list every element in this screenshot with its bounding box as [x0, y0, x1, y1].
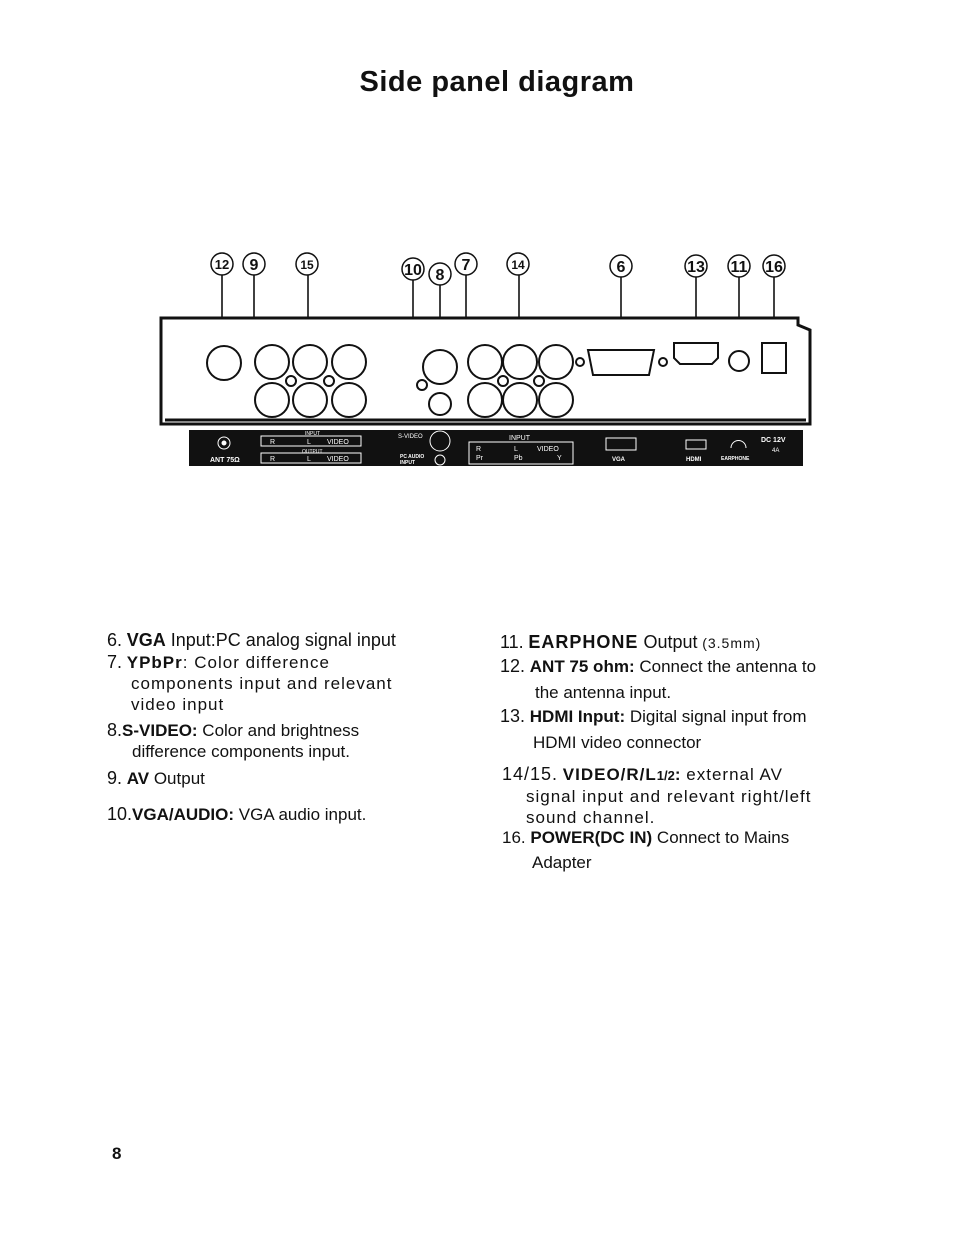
- rca-jack: [332, 345, 366, 379]
- item-11: 11. EARPHONE Output (3.5mm): [500, 632, 762, 652]
- label-pc-audio: PC AUDIO: [400, 454, 425, 460]
- dc-in-jack: [762, 343, 786, 373]
- callout-10: 10: [404, 262, 422, 279]
- label-l2: L: [514, 446, 518, 453]
- label-input-2: INPUT: [509, 435, 530, 442]
- rca-jack: [293, 345, 327, 379]
- callout-7: 7: [461, 257, 471, 274]
- label-r2: R: [476, 446, 482, 453]
- label-pc-input: INPUT: [400, 460, 415, 466]
- right-column: [500, 632, 870, 873]
- label-y: Y: [557, 455, 562, 462]
- label-video2: VIDEO: [537, 446, 559, 453]
- callout-12: 12: [214, 257, 230, 272]
- item-13: 13. HDMI Input: Digital signal input from HDMI video connector: [500, 706, 807, 752]
- label-ant: ANT 75Ω: [210, 457, 240, 464]
- rca-jack: [468, 345, 502, 379]
- callout-6: 6: [616, 259, 626, 276]
- label-svideo: S-VIDEO: [398, 434, 423, 440]
- callout-16: 16: [765, 259, 783, 276]
- rca-jack: [539, 383, 573, 417]
- item-8: 8.S-VIDEO: Color and brightness difference components input.: [107, 720, 360, 761]
- rca-jack: [332, 383, 366, 417]
- earphone-jack: [729, 351, 749, 371]
- label-r: R: [270, 456, 276, 463]
- callout-11: 11: [730, 259, 748, 276]
- vga-port: [588, 350, 654, 375]
- rca-jack: [255, 383, 289, 417]
- item-9: 9. AV Output: [107, 768, 205, 788]
- label-l1: L: [307, 439, 311, 446]
- side-panel-diagram: [0, 240, 954, 480]
- ant-jack: [207, 346, 241, 380]
- page-number: 8: [112, 1144, 122, 1163]
- label-pb: Pb: [514, 455, 523, 462]
- label-output: OUTPUT: [302, 449, 323, 455]
- label-l: L: [307, 456, 311, 463]
- item-12: 12. ANT 75 ohm: Connect the antenna to the antenna input.: [500, 656, 817, 702]
- label-dc: DC 12V: [761, 437, 786, 444]
- label-strip: [189, 430, 803, 466]
- item-16: 16. POWER(DC IN) Connect to Mains Adapter: [502, 828, 790, 872]
- callout-9: 9: [249, 257, 259, 274]
- item-7: 7. YPbPr: Color difference components input and relevant video input: [107, 652, 393, 714]
- page-title: Side panel diagram: [359, 66, 635, 98]
- rca-jack: [539, 345, 573, 379]
- label-amp: 4A: [772, 448, 780, 454]
- label-hdmi: HDMI: [686, 457, 702, 463]
- rca-jack: [503, 383, 537, 417]
- label-input-1: INPUT: [305, 431, 320, 437]
- item-10: 10.VGA/AUDIO: VGA audio input.: [107, 804, 367, 824]
- rca-jack: [503, 345, 537, 379]
- label-video1: VIDEO: [327, 439, 349, 446]
- rca-jack: [255, 345, 289, 379]
- label-pr: Pr: [476, 455, 483, 462]
- item-14-15: 14/15. VIDEO/R/L1/2: external AV signal input and relevant right/left sound channel.: [502, 764, 812, 827]
- label-vga: VGA: [612, 457, 626, 463]
- svideo-jack: [423, 350, 457, 384]
- callout-15: 15: [300, 258, 314, 272]
- label-earphone: EARPHONE: [721, 456, 750, 462]
- rca-jack: [468, 383, 502, 417]
- hdmi-port: [674, 343, 718, 364]
- label-r1: R: [270, 439, 276, 446]
- left-column: [107, 630, 477, 825]
- pc-audio-jack: [429, 393, 451, 415]
- callout-8: 8: [435, 267, 445, 284]
- callout-14: 14: [511, 258, 525, 272]
- item-6: 6. VGA Input:PC analog signal input: [107, 630, 396, 650]
- callout-13: 13: [687, 259, 705, 276]
- rca-jack: [293, 383, 327, 417]
- label-video: VIDEO: [327, 456, 349, 463]
